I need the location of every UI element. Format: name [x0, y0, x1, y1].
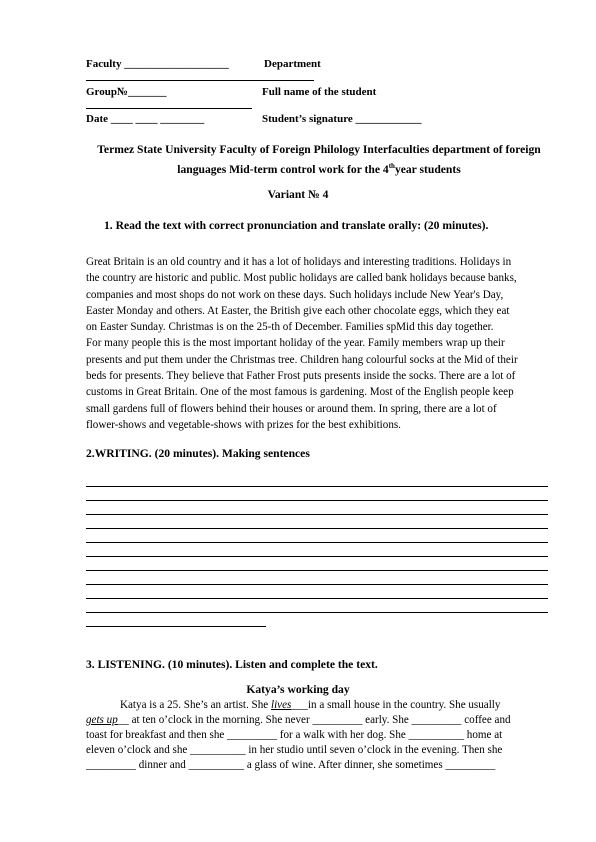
reading-line: companies and most shops do not work on these days. Such holidays include New Year's Day,: [86, 288, 504, 301]
faculty-field: Faculty ___________________: [86, 58, 229, 70]
department-underline: [86, 80, 314, 81]
document-title: [84, 142, 554, 178]
reading-line: customs in Great Britain. One of the most famous is gardening. Most of the English people keep: [86, 386, 514, 399]
date-field: Date ____ ____ ________: [86, 113, 205, 125]
reading-line: beds for presents. They believe that Father Frost puts presents inside the socks. There are a lot of: [86, 370, 516, 383]
group-field: Group№_______: [86, 86, 167, 98]
reading-line: presents and put them under the Christmas tree. Children hang colourful socks at the Mid of their: [86, 353, 518, 366]
reading-line: on Easter Sunday. Christmas is on the 25-th of December. Families spMid this day together.: [86, 321, 494, 334]
reading-line: Great Britain is an old country and it has a lot of holidays and interesting traditions. Holidays in: [86, 256, 512, 268]
title-line-2: languages Mid-term control work for the 4thyear students: [177, 162, 461, 176]
reading-line: the country are historic and public. Most public holidays are called bank holidays because banks,: [86, 272, 517, 285]
signature-field: Student’s signature ____________: [262, 113, 422, 125]
reading-line: Easter Monday and others. At Easter, the British give each other chocolate eggs, which they eat: [86, 304, 510, 317]
writing-line[interactable]: [86, 542, 548, 543]
writing-line[interactable]: [86, 570, 548, 571]
listening-line: eleven o’clock and she __________ in her studio until seven o’clock in the evening. Then she: [86, 744, 503, 756]
reading-line: flower-shows and vegetable-shows with prizes for the best exhibitions.: [86, 418, 401, 431]
task3-heading: 3. LISTENING. (10 minutes). Listen and complete the text.: [86, 658, 378, 671]
filled-blank: gets up: [86, 714, 118, 726]
task2-heading: 2.WRITING. (20 minutes). Making sentences: [86, 447, 310, 460]
reading-text: [86, 254, 552, 433]
listening-line: _________ dinner and __________ a glass of wine. After dinner, she sometimes _________: [86, 759, 496, 771]
writing-line[interactable]: [86, 598, 548, 599]
writing-line[interactable]: [86, 556, 548, 557]
listening-line: toast for breakfast and then she _________ for a walk with her dog. She __________ home at: [86, 729, 503, 741]
filled-blank: lives: [270, 699, 292, 711]
writing-line[interactable]: [86, 612, 548, 613]
full-name-label: Full name of the student: [262, 86, 377, 98]
listening-subtitle: Katya’s working day: [246, 683, 350, 696]
reading-line: small gardens full of flowers behind their houses or around them. In spring, there are a lot of: [86, 402, 497, 415]
writing-line[interactable]: [86, 486, 548, 487]
listening-line: Katya is a 25. She’s an artist. She lives___in a small house in the country. She usually: [120, 699, 501, 711]
writing-line[interactable]: [86, 528, 548, 529]
listening-line: gets up__ at ten o’clock in the morning. She never _________ early. She _________ coffee and: [86, 714, 511, 726]
writing-line[interactable]: [86, 514, 548, 515]
variant-label: Variant № 4: [267, 188, 329, 201]
writing-line[interactable]: [86, 626, 266, 627]
task1-heading: 1. Read the text with correct pronunciation and translate orally: (20 minutes).: [104, 219, 489, 232]
writing-line[interactable]: [86, 584, 548, 585]
writing-line[interactable]: [86, 500, 548, 501]
reading-line: For many people this is the most important holiday of the year. Family members wrap up their: [86, 337, 505, 350]
department-label: Department: [264, 58, 321, 70]
full-name-underline: [86, 108, 252, 109]
title-line-1: Termez State University Faculty of Foreign Philology Interfaculties department of foreign: [97, 143, 541, 156]
